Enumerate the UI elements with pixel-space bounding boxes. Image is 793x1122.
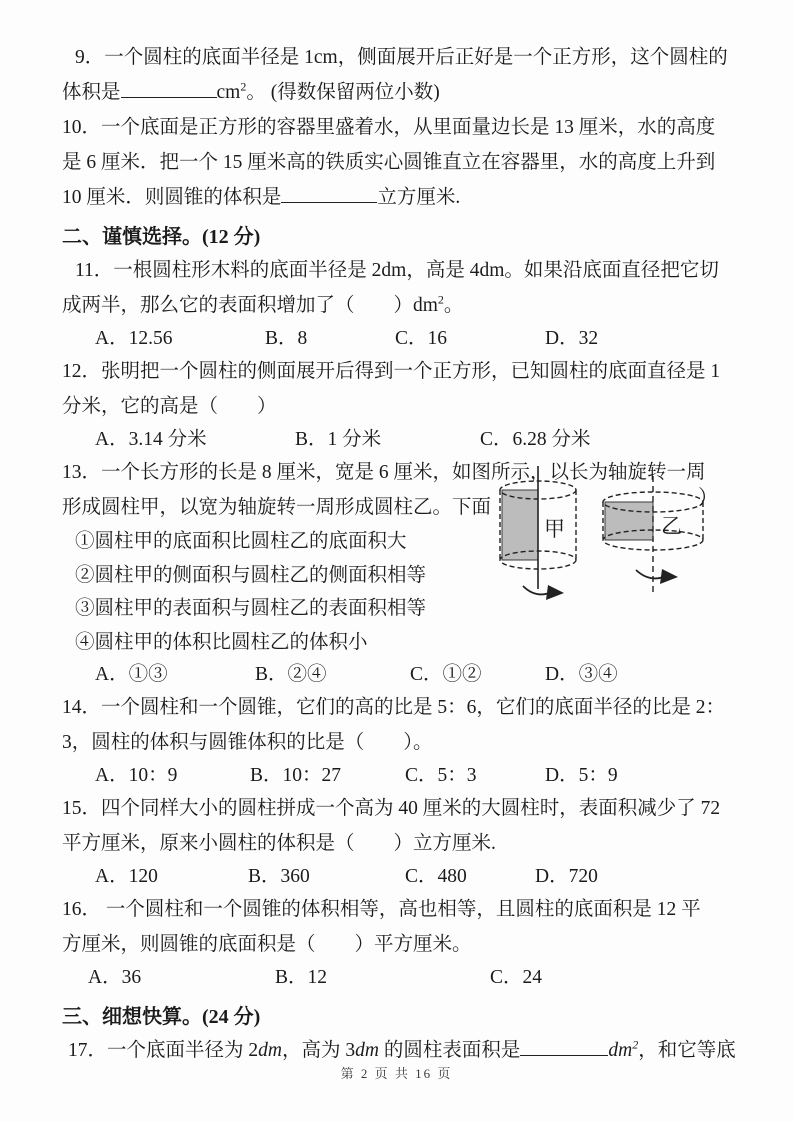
option-c: C．6.28 分米 <box>480 429 591 450</box>
unit-dm-italic: dm <box>608 1040 633 1061</box>
question-11-line2-pre: 成两半，那么它的表面积增加了（ ）dm <box>62 295 438 316</box>
option-c: C．24 <box>490 967 543 988</box>
unit-superscript: 2 <box>240 79 247 94</box>
question-11-line1: 11．一根圆柱形木料的底面半径是 2dm，高是 4dm。如果沿底面直径把它切 <box>75 260 719 281</box>
question-12-line1: 12．张明把一个圆柱的侧面展开后得到一个正方形，已知圆柱的底面直径是 1 <box>62 361 721 382</box>
question-17-p1: 17．一个底面半径为 2 <box>68 1040 259 1061</box>
question-16 <box>62 892 737 993</box>
question-10 <box>62 110 737 215</box>
option-d: D．5：9 <box>545 765 618 786</box>
question-13-statement-1: ①圆柱甲的底面积比圆柱乙的底面积大 <box>75 531 407 552</box>
question-10-line3 <box>62 180 737 215</box>
question-16-options <box>62 962 737 993</box>
question-14-line1: 14．一个圆柱和一个圆锥，它们的高的比是 5：6，它们的底面半径的比是 2： <box>62 697 726 718</box>
option-b: B．1 分米 <box>295 429 382 450</box>
option-a: A．3.14 分米 <box>95 429 207 450</box>
question-15-options <box>62 861 737 892</box>
question-17-p3: 的圆柱表面积是 <box>378 1040 521 1061</box>
option-d: D．③④ <box>545 664 618 685</box>
question-12 <box>62 354 737 455</box>
option-c: C．①② <box>410 664 482 685</box>
cylinder-yi-drawing <box>603 476 703 596</box>
question-13-options <box>62 659 737 690</box>
question-10-line3-pre: 10 厘米．则圆锥的体积是 <box>62 187 282 208</box>
question-9-line2-pre: 体积是 <box>62 82 121 103</box>
option-b: B．12 <box>275 967 328 988</box>
unit-superscript: 2 <box>632 1037 639 1052</box>
answer-blank <box>281 186 377 203</box>
question-9-line1: 9．一个圆柱的底面半径是 1cm，侧面展开后正好是一个正方形，这个圆柱的 <box>75 47 728 68</box>
cylinder-yi-label: 乙 <box>661 514 682 538</box>
question-11-line2 <box>62 288 737 323</box>
question-14-line2: 3，圆柱的体积与圆锥体积的比是（ ）。 <box>62 732 433 753</box>
option-d: D．720 <box>535 866 598 887</box>
question-13-statement-2: ②圆柱甲的侧面积与圆柱乙的侧面积相等 <box>75 564 427 586</box>
unit-dm-italic: dm <box>258 1040 282 1061</box>
rotating-rectangle-jia <box>502 490 538 560</box>
option-a: A．①③ <box>95 664 168 685</box>
question-16-line2: 方厘米，则圆锥的底面积是（ ）平方厘米。 <box>62 934 472 955</box>
question-14-options <box>62 760 737 791</box>
option-c: C．5：3 <box>405 765 477 786</box>
unit-superscript: 2 <box>437 292 444 307</box>
page-footer: 第 2 页 共 16 页 <box>340 1066 453 1081</box>
question-17 <box>62 1033 737 1068</box>
question-13-line1: 13．一个长方形的长是 8 厘米，宽是 6 厘米，如图所示，以长为轴旋转一周 <box>62 462 706 483</box>
question-11-options <box>62 323 737 354</box>
question-16-line1: 16． 一个圆柱和一个圆锥的体积相等，高也相等，且圆柱的底面积是 12 平 <box>62 899 701 920</box>
cylinder-jia-label: 甲 <box>544 517 565 541</box>
question-17-p4: ，和它等底 <box>638 1040 736 1061</box>
question-13-statement-3: ③圆柱甲的表面积与圆柱乙的表面积相等 <box>75 598 427 619</box>
question-11 <box>62 253 737 354</box>
rotation-arrowhead-jia-icon <box>546 585 564 600</box>
option-c: C．16 <box>395 328 448 349</box>
unit-text: cm <box>216 82 241 103</box>
option-b: B．②④ <box>255 664 327 685</box>
option-c: C．480 <box>405 866 467 887</box>
unit-dm-italic: dm <box>355 1040 379 1061</box>
section-3-title: 三、细想快算。(24 分) <box>62 1006 261 1028</box>
rotation-arrowhead-yi-icon <box>660 569 678 584</box>
question-10-line1: 10．一个底面是正方形的容器里盛着水，从里面量边长是 13 厘米，水的高度 <box>62 117 716 138</box>
section-2-title: 二、谨慎选择。(12 分) <box>62 226 261 248</box>
question-9-line2 <box>62 75 737 110</box>
question-10-line3-post: 立方厘米. <box>377 187 461 208</box>
question-13-line2: 形成圆柱甲，以宽为轴旋转一周形成圆柱乙。下面 <box>62 497 492 518</box>
question-10-line2: 是 6 厘米．把一个 15 厘米高的铁质实心圆锥直立在容器里，水的高度上升到 <box>62 152 716 173</box>
question-14 <box>62 690 737 791</box>
question-13-close-paren: ） <box>698 487 718 509</box>
question-15-line2: 平方厘米，原来小圆柱的体积是（ ）立方厘米. <box>62 833 496 854</box>
option-d: D．32 <box>545 328 599 349</box>
option-b: B．360 <box>248 866 310 887</box>
question-11-line2-post: 。 <box>443 295 464 316</box>
question-17-p2: ，高为 3 <box>281 1040 356 1061</box>
question-9 <box>62 40 737 110</box>
question-13 <box>62 455 737 690</box>
option-b: B．10：27 <box>250 765 342 786</box>
question-17-line1 <box>62 1033 737 1068</box>
answer-blank <box>520 1039 608 1056</box>
question-15-line1: 15．四个同样大小的圆柱拼成一个高为 40 厘米的大圆柱时，表面积减少了 72 <box>62 798 721 819</box>
question-15 <box>62 791 737 892</box>
question-9-line2-post: 。 (得数保留两位小数) <box>246 82 440 103</box>
question-12-line2: 分米，它的高是（ ） <box>62 396 277 417</box>
cylinder-jia-drawing <box>500 466 576 600</box>
question-12-options <box>62 424 737 455</box>
option-a: A．12.56 <box>95 328 173 349</box>
option-a: A．120 <box>95 866 158 887</box>
option-b: B．8 <box>265 328 308 349</box>
option-a: A．36 <box>88 967 142 988</box>
answer-blank <box>121 81 217 98</box>
question-13-statement-4: ④圆柱甲的体积比圆柱乙的体积小 <box>75 631 368 653</box>
option-a: A．10：9 <box>95 765 178 786</box>
